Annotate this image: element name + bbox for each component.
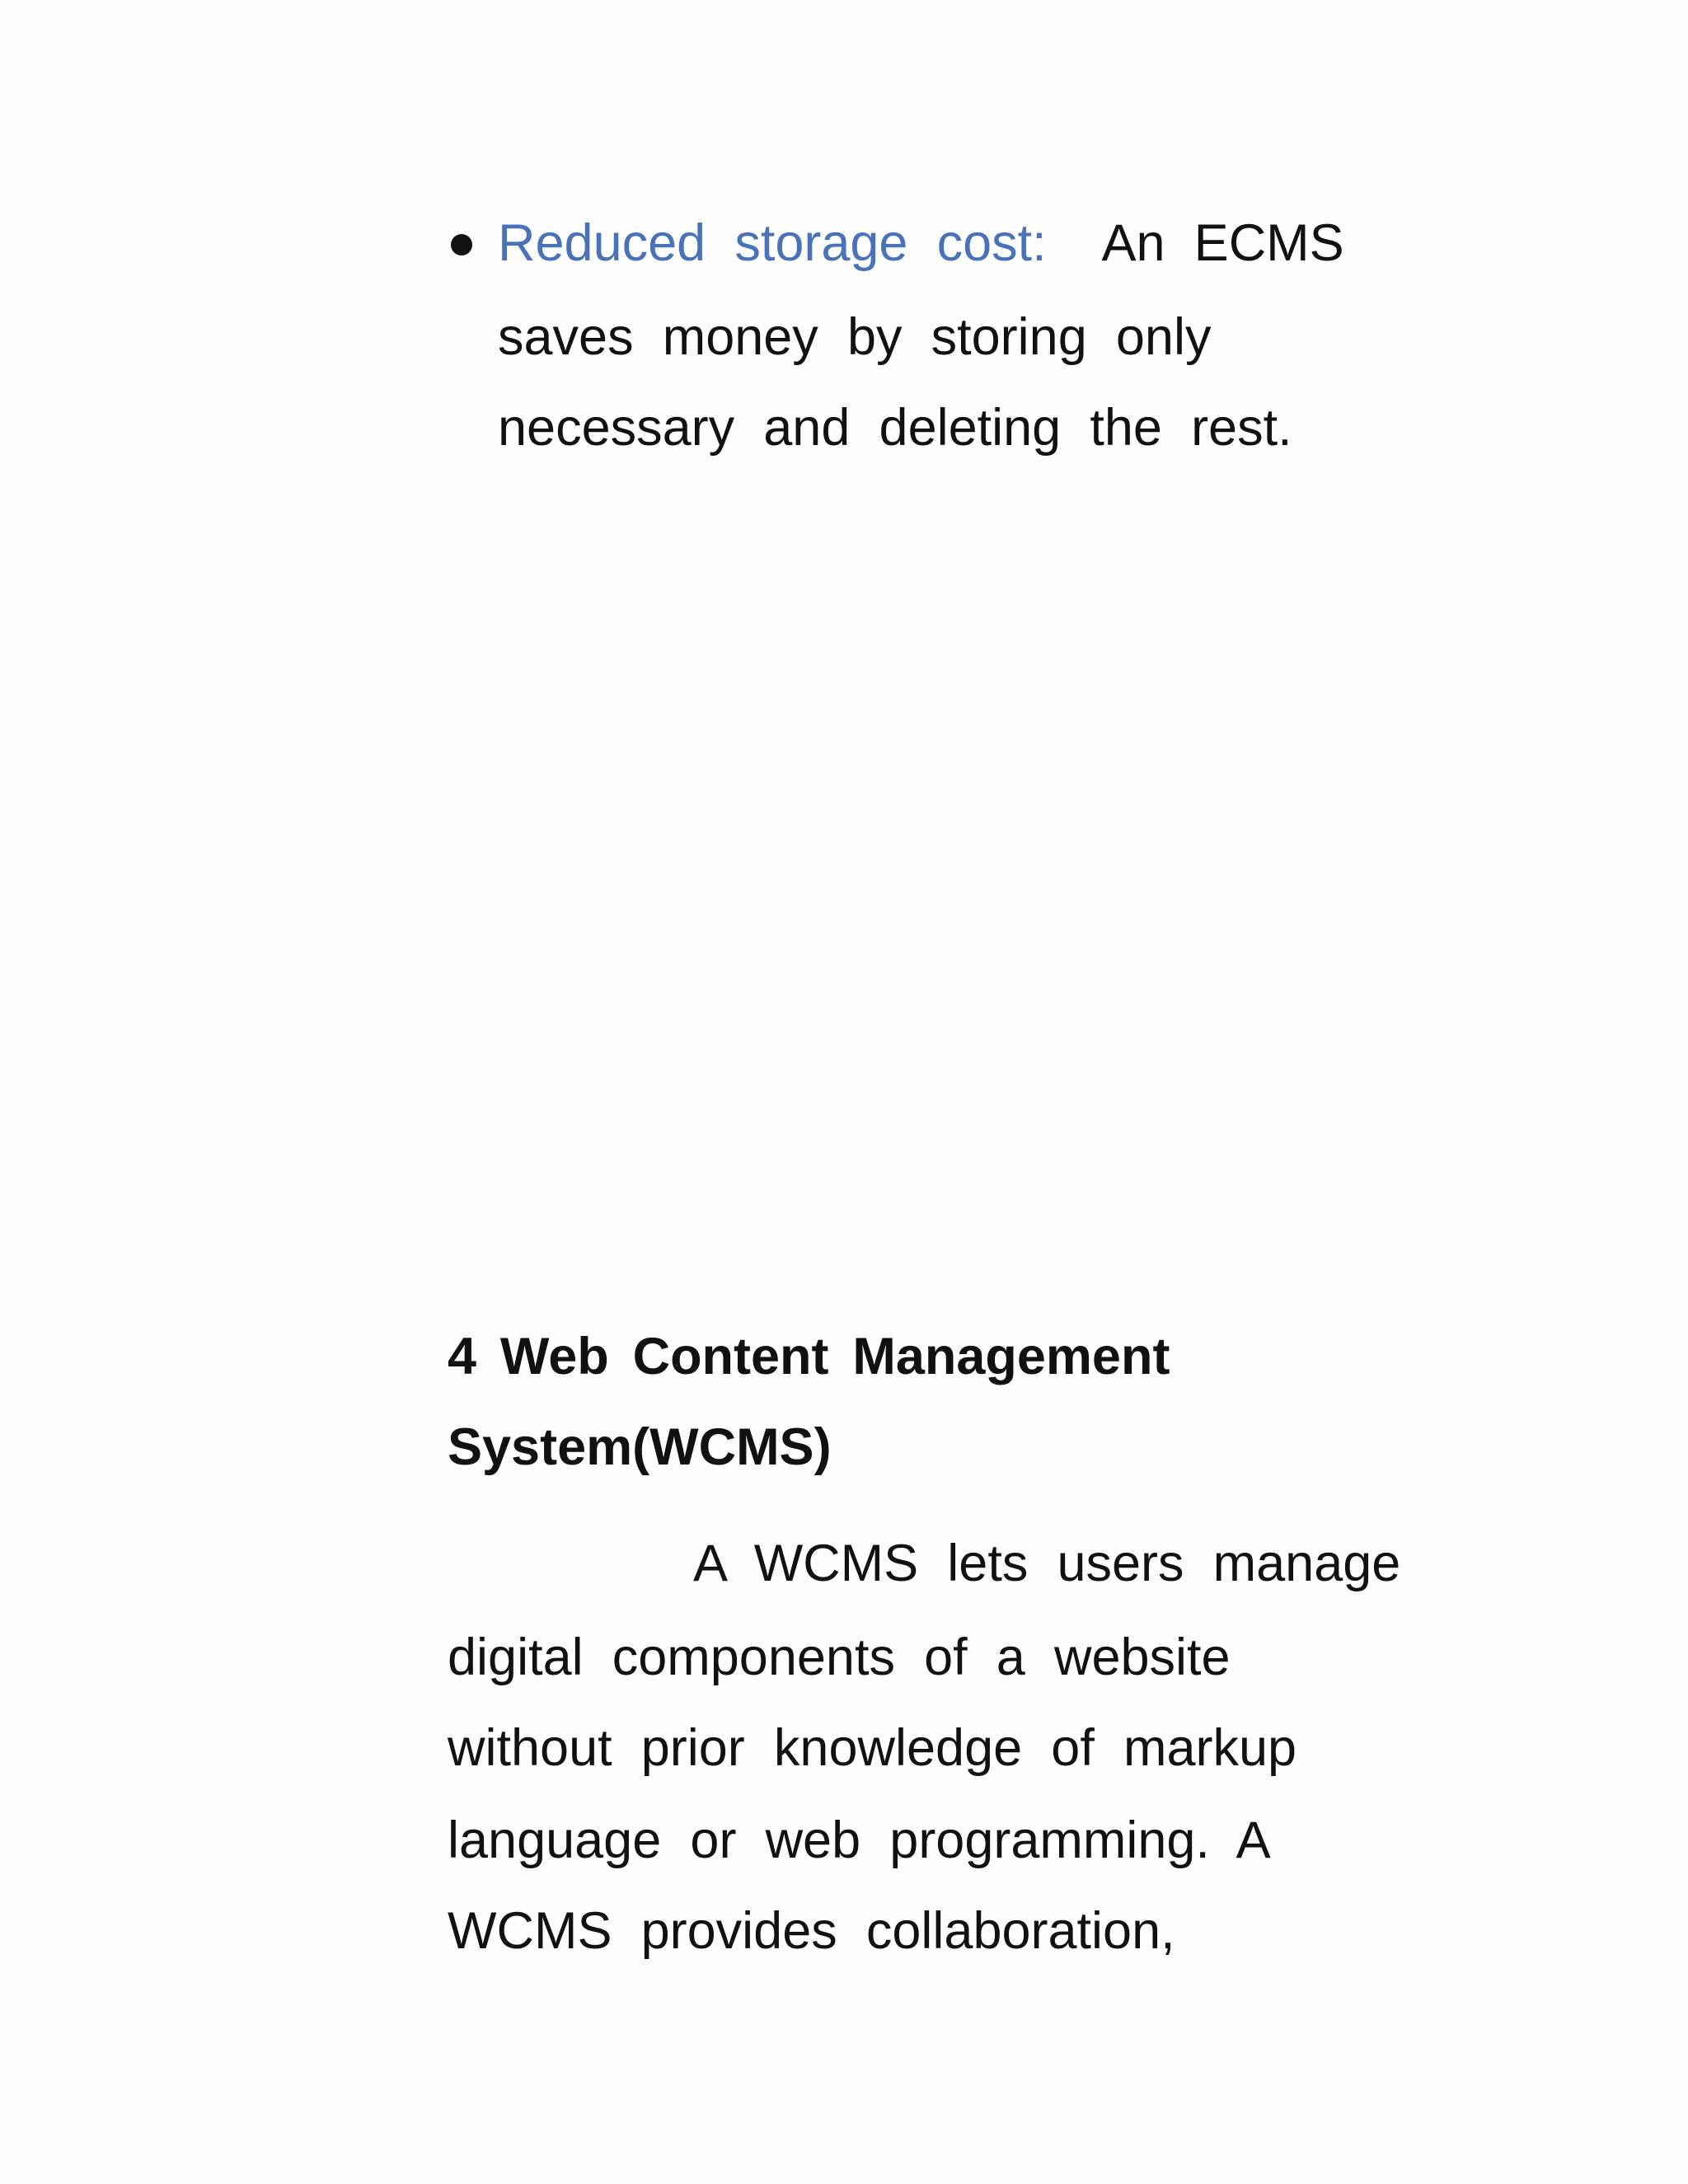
paragraph-line-4: language or web programming. A [448, 1811, 1271, 1869]
paragraph-line-1: A WCMS lets users manage [693, 1535, 1401, 1592]
paragraph-line-5: WCMS provides collaboration, [448, 1902, 1175, 1960]
section-heading-line-1: 4 Web Content Management [448, 1328, 1170, 1385]
bullet-text-line-1: An ECMS [1101, 214, 1344, 272]
section-heading-line-2: System(WCMS) [448, 1418, 832, 1476]
bullet-term: Reduced storage cost: [498, 214, 1047, 272]
bullet-text-line-2: saves money by storing only [498, 308, 1212, 366]
paragraph-line-3: without prior knowledge of markup [448, 1719, 1297, 1777]
bullet-text-line-3: necessary and deleting the rest. [498, 399, 1292, 457]
bullet-point-icon [451, 234, 472, 255]
paragraph-line-2: digital components of a website [448, 1629, 1231, 1686]
bullet-line-1 [498, 214, 1344, 272]
